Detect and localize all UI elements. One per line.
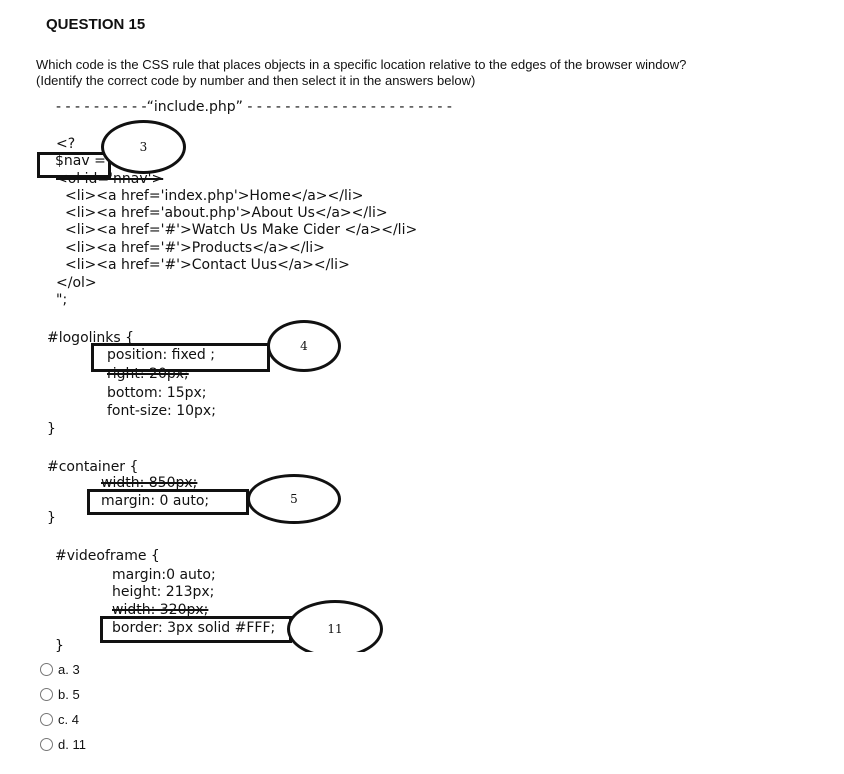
callout-number-5: 5 bbox=[290, 492, 298, 506]
li-home: <li><a href='index.php'>Home</a></li> bbox=[65, 188, 364, 204]
container-close: } bbox=[47, 510, 56, 526]
logolinks-font-size: font-size: 10px; bbox=[107, 403, 216, 419]
li-watch: <li><a href='#'>Watch Us Make Cider </a></li> bbox=[65, 222, 418, 238]
videoframe-width: width: 320px; bbox=[112, 602, 209, 618]
callout-oval-3 bbox=[101, 120, 186, 174]
radio-button-b[interactable] bbox=[40, 688, 53, 701]
videoframe-border: border: 3px solid #FFF; bbox=[112, 620, 276, 636]
videoframe-selector: #videoframe { bbox=[55, 548, 160, 564]
answer-option-d[interactable] bbox=[40, 737, 86, 752]
question-title: QUESTION 15 bbox=[46, 16, 146, 33]
answer-option-c[interactable] bbox=[40, 712, 79, 727]
answer-label-c: c. 4 bbox=[58, 712, 79, 727]
li-products: <li><a href='#'>Products</a></li> bbox=[65, 240, 325, 256]
ol-close: </ol> bbox=[56, 275, 97, 291]
radio-button-c[interactable] bbox=[40, 713, 53, 726]
container-margin: margin: 0 auto; bbox=[101, 493, 210, 509]
nav-variable: $nav = bbox=[55, 153, 106, 169]
callout-oval-5 bbox=[247, 474, 341, 524]
videoframe-close: } bbox=[55, 638, 64, 654]
callout-number-3: 3 bbox=[139, 140, 148, 154]
answer-label-d: d. 11 bbox=[58, 737, 86, 752]
videoframe-height: height: 213px; bbox=[112, 584, 215, 600]
callout-oval-11-clip bbox=[287, 600, 383, 652]
callout-number-4: 4 bbox=[300, 339, 308, 353]
question-text: Which code is the CSS rule that places objects in a specific location relative to the edges of the browser window? bbox=[36, 57, 687, 72]
callout-oval-11 bbox=[287, 600, 383, 652]
highlight-box-5 bbox=[87, 489, 249, 515]
radio-button-d[interactable] bbox=[40, 738, 53, 751]
answer-option-a[interactable] bbox=[40, 662, 80, 677]
callout-oval-4 bbox=[267, 320, 341, 372]
ol-open: <ol id='nnav'> bbox=[56, 171, 164, 187]
logolinks-right: right: 20px; bbox=[107, 366, 189, 382]
logolinks-position: position: fixed ; bbox=[107, 347, 215, 363]
radio-button-a[interactable] bbox=[40, 663, 53, 676]
answer-label-a: a. 3 bbox=[58, 662, 80, 677]
include-header: - - - - - - - - - -“include.php” - - - - - - - - - - - - - - - - - - - - - - bbox=[56, 99, 452, 115]
li-contact: <li><a href='#'>Contact Uus</a></li> bbox=[65, 257, 350, 273]
logolinks-bottom: bottom: 15px; bbox=[107, 385, 207, 401]
logolinks-close: } bbox=[47, 421, 56, 437]
answer-option-b[interactable] bbox=[40, 687, 80, 702]
php-open: <? bbox=[56, 136, 76, 152]
highlight-box-11 bbox=[100, 616, 292, 643]
logolinks-selector: #logolinks { bbox=[47, 330, 135, 346]
end-string: "; bbox=[56, 292, 68, 308]
li-about: <li><a href='about.php'>About Us</a></li> bbox=[65, 205, 388, 221]
question-instruction: (Identify the correct code by number and then select it in the answers below) bbox=[36, 73, 476, 88]
answer-label-b: b. 5 bbox=[58, 687, 80, 702]
container-width: width: 850px; bbox=[101, 475, 198, 491]
callout-number-11: 11 bbox=[327, 622, 343, 636]
videoframe-margin: margin:0 auto; bbox=[112, 567, 216, 583]
container-selector: #container { bbox=[47, 459, 139, 475]
